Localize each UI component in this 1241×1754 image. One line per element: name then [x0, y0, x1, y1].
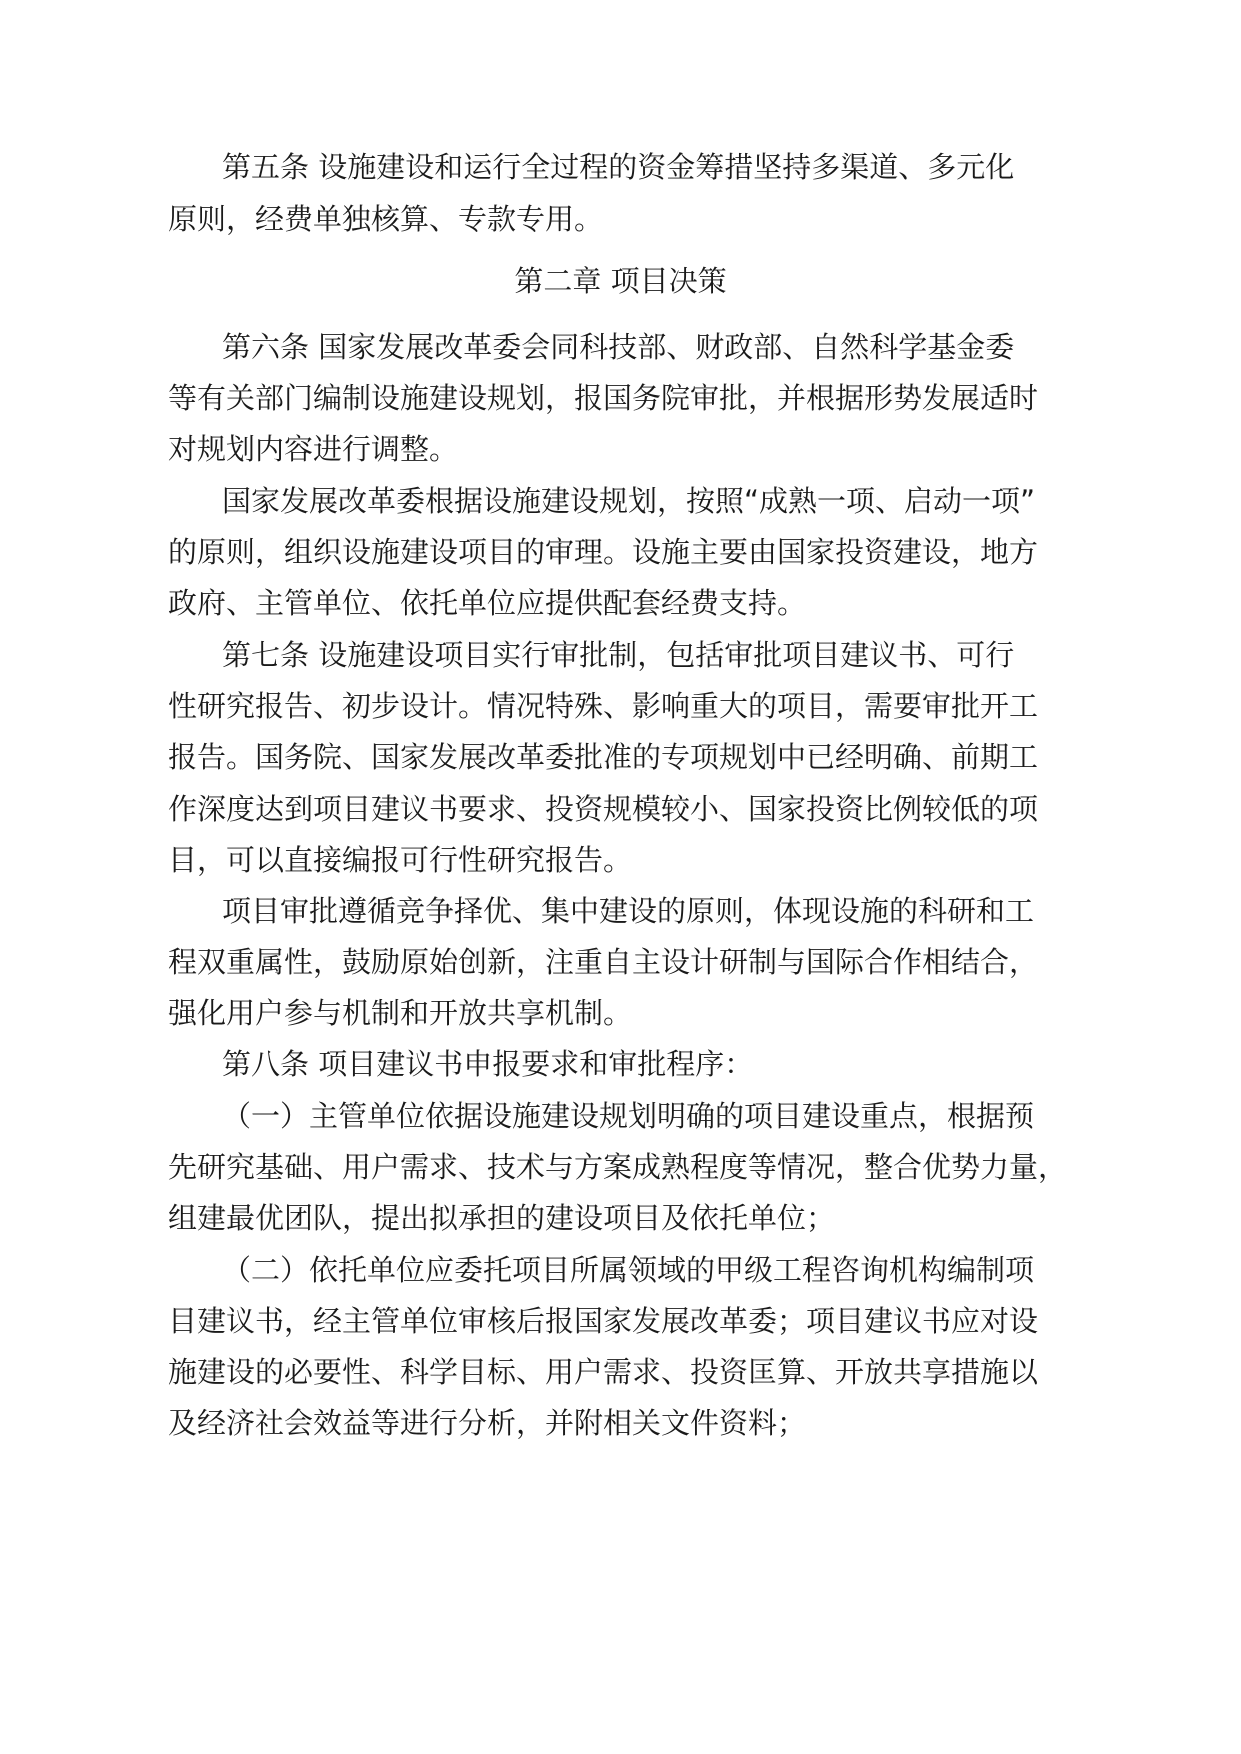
article6-line-1: 第六条 国家发展改革委会同科技部、财政部、自然科学基金委: [222, 330, 1015, 364]
article6-para2-line-2: 的原则，组织设施建设项目的审理。设施主要由国家投资建设，地方: [168, 535, 1039, 569]
item1-line-2: 先研究基础、用户需求、技术与方案成熟程度等情况，整合优势力量，: [168, 1150, 1068, 1184]
article7-para2-line-1: 项目审批遵循竞争择优、集中建设的原则，体现设施的科研和工: [222, 894, 1035, 928]
item2-line-2: 目建议书，经主管单位审核后报国家发展改革委；项目建议书应对设: [168, 1304, 1039, 1338]
article8-line-1: 第八条 项目建议书申报要求和审批程序：: [222, 1047, 754, 1081]
chapter2-title: 第二章 项目决策: [514, 264, 727, 298]
item1-line-1: （一）主管单位依据设施建设规划明确的项目建设重点，根据预: [222, 1099, 1035, 1133]
item2-line-3: 施建设的必要性、科学目标、用户需求、投资匡算、开放共享措施以: [168, 1355, 1039, 1389]
article6-para2-line-1: 国家发展改革委根据设施建设规划，按照“成熟一项、启动一项”: [222, 484, 1036, 518]
article7-line-1: 第七条 设施建设项目实行审批制，包括审批项目建议书、可行: [222, 638, 1015, 672]
article7-line-2: 性研究报告、初步设计。情况特殊、影响重大的项目，需要审批开工: [168, 689, 1039, 723]
article7-para2-line-2: 程双重属性，鼓励原始创新，注重自主设计研制与国际合作相结合，: [168, 945, 1039, 979]
article6-line-2: 等有关部门编制设施建设规划，报国务院审批，并根据形势发展适时: [168, 381, 1039, 415]
item1-line-3: 组建最优团队，提出拟承担的建设项目及依托单位；: [168, 1201, 836, 1235]
article7-line-3: 报告。国务院、国家发展改革委批准的专项规划中已经明确、前期工: [168, 740, 1039, 774]
article6-para2-line-3: 政府、主管单位、依托单位应提供配套经费支持。: [168, 586, 807, 620]
article7-line-5: 目，可以直接编报可行性研究报告。: [168, 843, 633, 877]
article5-line-2: 原则，经费单独核算、专款专用。: [168, 202, 604, 236]
article7-para2-line-3: 强化用户参与机制和开放共享机制。: [168, 996, 633, 1030]
item2-line-4: 及经济社会效益等进行分析，并附相关文件资料；: [168, 1406, 807, 1440]
item2-line-1: （二）依托单位应委托项目所属领域的甲级工程咨询机构编制项: [222, 1253, 1035, 1287]
article7-line-4: 作深度达到项目建议书要求、投资规模较小、国家投资比例较低的项: [168, 792, 1039, 826]
article6-line-3: 对规划内容进行调整。: [168, 432, 459, 466]
article5-line-1: 第五条 设施建设和运行全过程的资金筹措坚持多渠道、多元化: [222, 150, 1015, 184]
